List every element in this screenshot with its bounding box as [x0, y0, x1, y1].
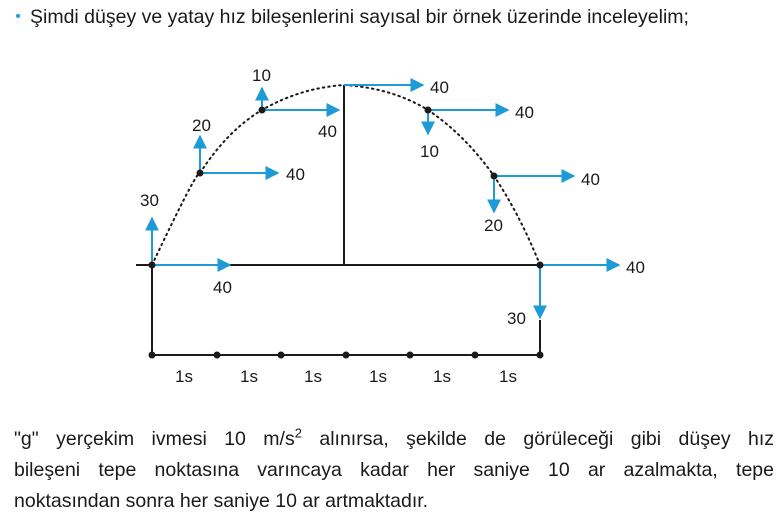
- p4-horizontal-label: 40: [515, 103, 534, 122]
- launch-horizontal-label: 40: [213, 278, 232, 297]
- time-label: 1s: [499, 367, 517, 386]
- apex-horizontal-label: 40: [430, 78, 449, 97]
- time-tick-1: [214, 352, 221, 359]
- launch-point: [149, 262, 156, 269]
- paragraph-line-1-start: "g" yerçekim ivmesi 10 m/s: [14, 428, 295, 450]
- paragraph-line-1-end: alınırsa, şekilde de görüleceği gibi düşey hız: [301, 428, 774, 450]
- time-tick-2: [278, 352, 285, 359]
- exponent: 2: [294, 425, 302, 441]
- landing-horizontal-label: 40: [626, 258, 645, 277]
- intro-text: Şimdi düşey ve yatay hız bileşenlerini sayısal bir örnek üzerinde inceleyelim;: [30, 6, 689, 28]
- time-label: 1s: [175, 367, 193, 386]
- p1-vertical-label: 20: [192, 116, 211, 135]
- p5-vertical-label: 20: [484, 216, 503, 235]
- launch-vertical-label: 30: [140, 191, 159, 210]
- time-tick-4: [407, 352, 414, 359]
- bullet-icon: •: [15, 8, 21, 25]
- p1-horizontal-label: 40: [286, 165, 305, 184]
- time-tick-3: [343, 352, 350, 359]
- p2-point: [259, 107, 266, 114]
- p1-point: [197, 170, 204, 177]
- time-label: 1s: [240, 367, 258, 386]
- explanation-paragraph: [14, 424, 774, 517]
- paragraph-line-2: bileşeni tepe noktasına varıncaya kadar her saniye 10 ar azalmakta, tepe: [14, 459, 774, 481]
- p2-vertical-label: 10: [252, 66, 271, 85]
- time-label: 1s: [369, 367, 387, 386]
- landing-vertical-label: 30: [507, 309, 526, 328]
- p2-horizontal-label: 40: [318, 122, 337, 141]
- landing-point: [537, 262, 544, 269]
- p5-horizontal-label: 40: [581, 170, 600, 189]
- paragraph-line-3: noktasından sonra her saniye 10 ar artmaktadır.: [14, 490, 429, 512]
- time-label: 1s: [433, 367, 451, 386]
- time-tick-6: [537, 352, 544, 359]
- time-tick-5: [472, 352, 479, 359]
- p4-vertical-label: 10: [420, 142, 439, 161]
- p4-point: [425, 107, 432, 114]
- paragraph-line-1: [14, 424, 774, 455]
- time-tick-0: [149, 352, 156, 359]
- trajectory-curve: [152, 85, 540, 265]
- time-label: 1s: [304, 367, 322, 386]
- p5-point: [491, 173, 498, 180]
